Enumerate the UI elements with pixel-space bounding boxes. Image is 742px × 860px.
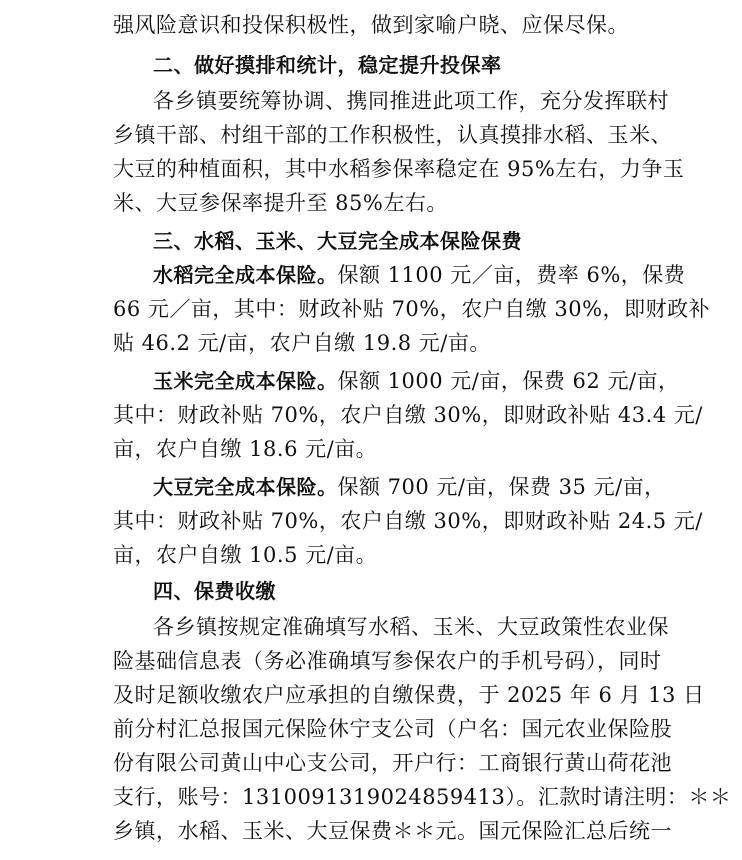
paragraph-line: 及时足额收缴农户应承担的自缴保费，于 2025 年 6 月 13 日 [113, 683, 705, 707]
corn-insurance-text: 保额 1000 元/亩，保费 62 元/亩， [337, 369, 680, 393]
paragraph-line: 乡镇，水稻、玉米、大豆保费＊＊元。国元保险汇总后统一 [113, 819, 672, 843]
section-heading-2: 二、做好摸排和统计，稳定提升投保率 [153, 53, 502, 77]
paragraph-line: 前分村汇总报国元保险休宁支公司（户名：国元农业保险股 [113, 717, 672, 741]
paragraph-line: 各乡镇按规定准确填写水稻、玉米、大豆政策性农业保 [153, 615, 669, 639]
paragraph-line: 贴 46.2 元/亩，农户自缴 19.8 元/亩。 [113, 331, 491, 355]
paragraph-line: 乡镇干部、村组干部的工作积极性，认真摸排水稻、玉米、 [113, 123, 672, 147]
paragraph-line: 亩，农户自缴 18.6 元/亩。 [113, 437, 378, 461]
paragraph-line: 强风险意识和投保积极性，做到家喻户晓、应保尽保。 [113, 13, 629, 37]
paragraph-line: 大豆的种植面积，其中水稻参保率稳定在 95%左右，力争玉 [113, 157, 685, 181]
paragraph-line: 其中：财政补贴 70%，农户自缴 30%，即财政补贴 24.5 元/ [113, 509, 703, 533]
paragraph-line: 支行，账号：131009131902485941​3）。汇款时请注明：＊＊ [113, 785, 732, 809]
soy-insurance-line [0, 470, 742, 504]
paragraph-line: 米、大豆参保率提升至 85%左右。 [113, 191, 448, 215]
paragraph-line: 险基础信息表（务必准确填写参保农户的手机号码），同时 [113, 649, 662, 673]
paragraph-line: 各乡镇要统筹协调、携同推进此项工作，充分发挥联村 [153, 89, 669, 113]
soy-insurance-text: 保额 700 元/亩，保费 35 元/亩， [337, 475, 666, 499]
paragraph-line: 66 元／亩，其中：财政补贴 70%，农户自缴 30%，即财政补 [113, 297, 711, 321]
paragraph-line: 份有限公司黄山中心支公司，开户行：工商银行黄山荷花池 [113, 751, 672, 775]
corn-insurance-title: 玉米完全成本保险。 [153, 369, 338, 393]
section-heading-4: 四、保费收缴 [153, 579, 276, 603]
soy-insurance-title: 大豆完全成本保险。 [153, 475, 338, 499]
rice-insurance-title: 水稻完全成本保险。 [153, 263, 338, 287]
rice-insurance-line [0, 258, 742, 292]
rice-insurance-text: 保额 1100 元／亩，费率 6%，保费 [337, 263, 686, 287]
paragraph-line: 其中：财政补贴 70%，农户自缴 30%，即财政补贴 43.4 元/ [113, 403, 703, 427]
corn-insurance-line [0, 364, 742, 398]
section-heading-3: 三、水稻、玉米、大豆完全成本保险保费 [153, 229, 522, 253]
paragraph-line: 亩，农户自缴 10.5 元/亩。 [113, 543, 378, 567]
